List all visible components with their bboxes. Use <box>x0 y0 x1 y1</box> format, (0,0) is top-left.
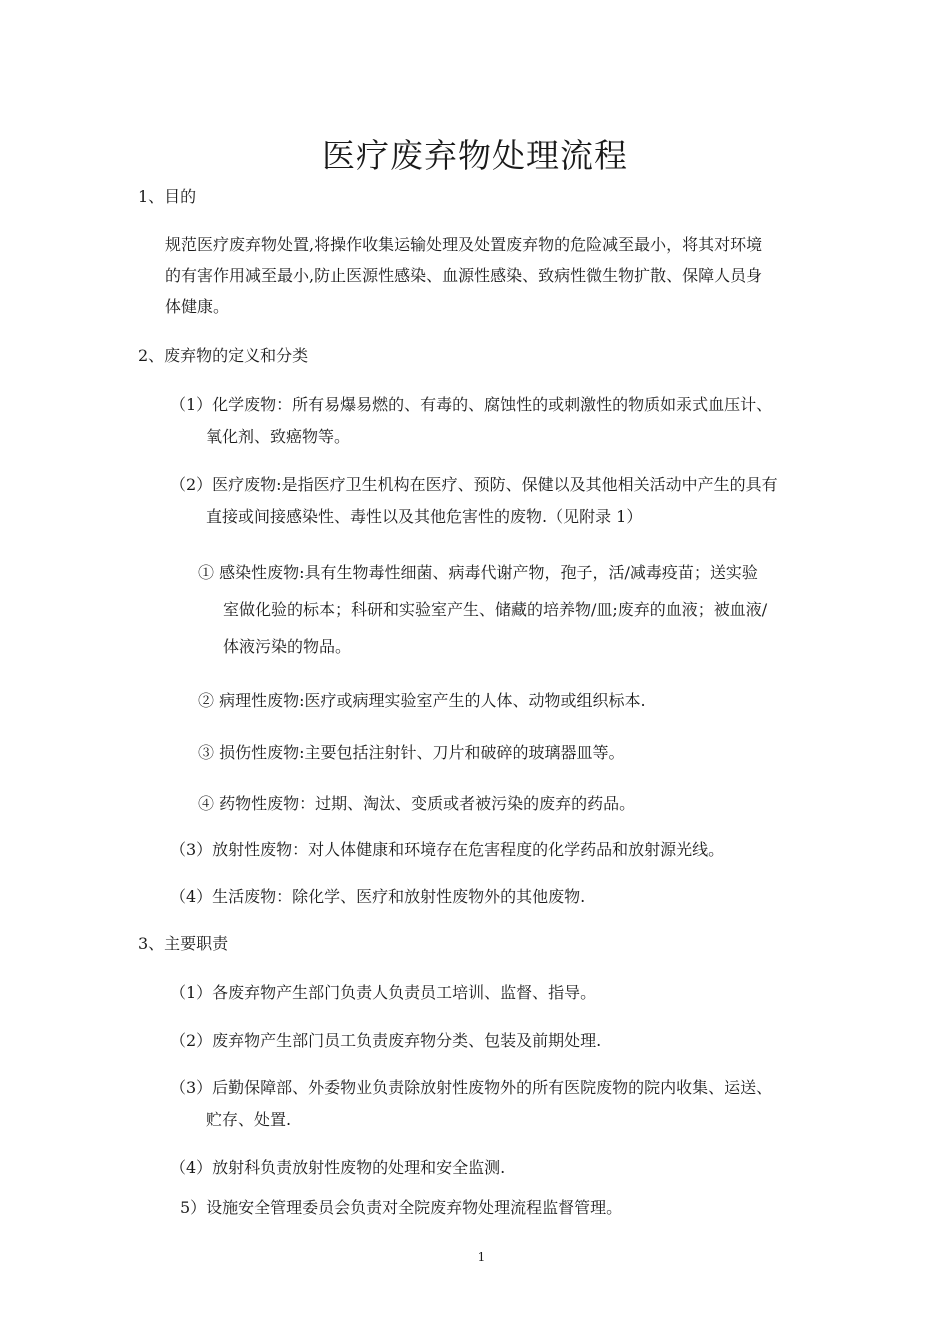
page-number: 1 <box>477 1250 486 1264</box>
list-item-responsibility: （1）各废弃物产生部门负责人负责员工培训、监督、指导。 <box>170 983 597 1002</box>
page-title: 医疗废弃物处理流程 <box>322 136 628 176</box>
list-item-responsibility: （4）放射科负责放射性废物的处理和安全监测. <box>170 1158 506 1177</box>
sub-item-pathological-waste: ② 病理性废物:医疗或病理实验室产生的人体、动物或组织标本. <box>198 691 646 710</box>
paragraph-line: 的有害作用减至最小,防止医源性感染、血源性感染、致病性微生物扩散、保障人员身 <box>165 266 763 285</box>
sub-item-infectious-waste: ① 感染性废物:具有生物毒性细菌、病毒代谢产物，孢子，活/减毒疫苗；送实验 <box>198 563 758 582</box>
sub-item-continuation: 体液污染的物品。 <box>223 637 352 656</box>
list-item-continuation: 贮存、处置. <box>206 1110 292 1129</box>
sub-item-continuation: 室做化验的标本；科研和实验室产生、储藏的培养物/皿;废弃的血液；被血液/ <box>223 600 768 619</box>
section-heading-purpose: 1、目的 <box>138 187 197 206</box>
section-heading-responsibilities: 3、主要职责 <box>138 934 229 953</box>
list-item-responsibility: （3）后勤保障部、外委物业负责除放射性废物外的所有医院废物的院内收集、运送、 <box>170 1078 773 1097</box>
section-heading-definitions: 2、废弃物的定义和分类 <box>138 346 309 365</box>
list-item-radioactive-waste: （3）放射性废物：对人体健康和环境存在危害程度的化学药品和放射源光线。 <box>170 840 725 859</box>
paragraph-line: 规范医疗废弃物处置,将操作收集运输处理及处置废弃物的危险减至最小，将其对环境 <box>165 235 763 254</box>
list-item-responsibility: （2）废弃物产生部门员工负责废弃物分类、包装及前期处理. <box>170 1031 602 1050</box>
list-item-continuation: 氧化剂、致癌物等。 <box>206 427 351 446</box>
sub-item-pharmaceutical-waste: ④ 药物性废物：过期、淘汰、变质或者被污染的废弃的药品。 <box>198 794 636 813</box>
list-item-domestic-waste: （4）生活废物：除化学、医疗和放射性废物外的其他废物. <box>170 887 586 906</box>
list-item-responsibility: 5）设施安全管理委员会负责对全院废弃物处理流程监督管理。 <box>180 1198 623 1217</box>
list-item-continuation: 直接或间接感染性、毒性以及其他危害性的废物.（见附录 1） <box>206 507 643 526</box>
sub-item-sharps-waste: ③ 损伤性废物:主要包括注射针、刀片和破碎的玻璃器皿等。 <box>198 743 625 762</box>
list-item-chemical-waste: （1）化学废物：所有易爆易燃的、有毒的、腐蚀性的或刺激性的物质如汞式血压计、 <box>170 395 773 414</box>
paragraph-line: 体健康。 <box>165 297 230 316</box>
list-item-medical-waste: （2）医疗废物:是指医疗卫生机构在医疗、预防、保健以及其他相关活动中产生的具有 <box>170 475 778 494</box>
